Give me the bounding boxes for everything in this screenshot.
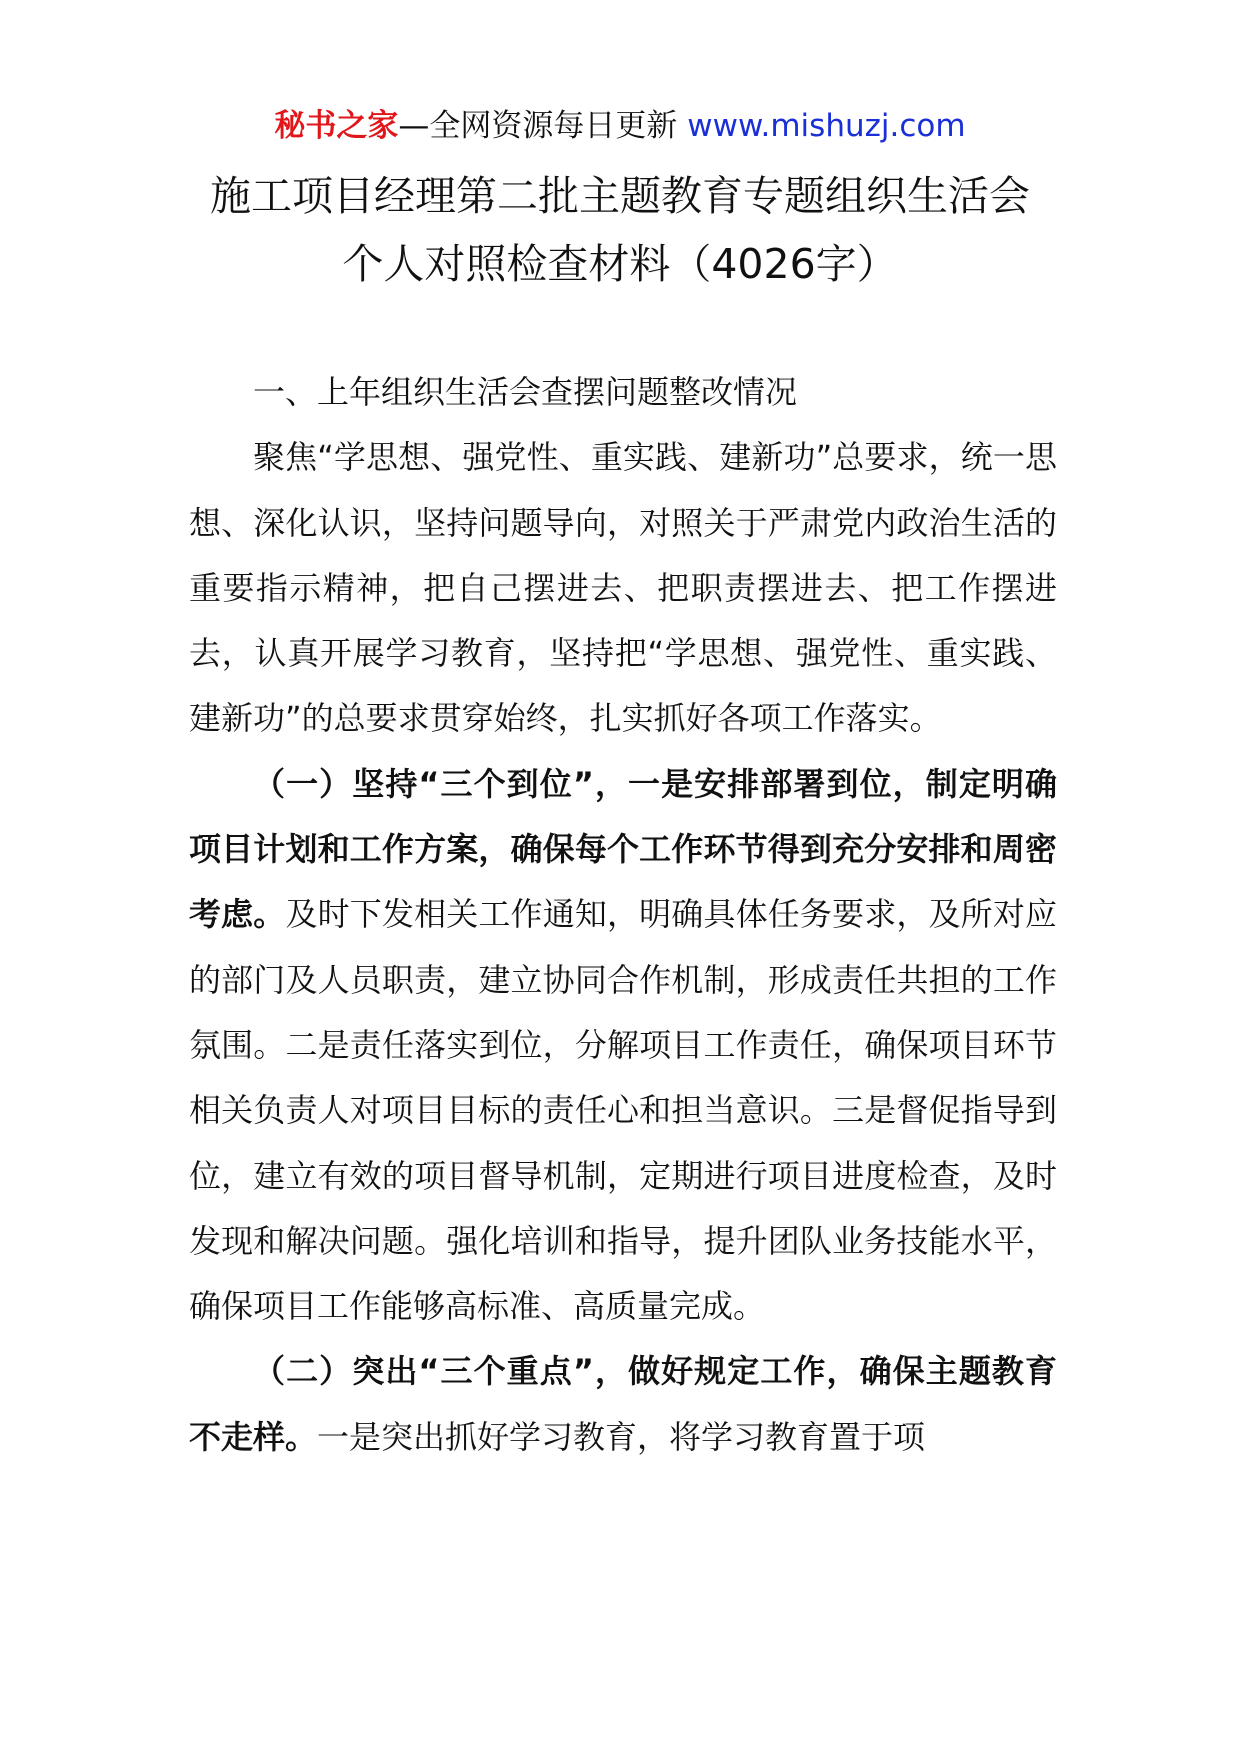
document-title-line-2: 个人对照检查材料（4026字） <box>342 240 898 288</box>
site-tagline: —全网资源每日更新 <box>398 108 678 144</box>
paragraph: 聚焦“学思想、强党性、重实践、建新功”总要求，统一思想、深化认识，坚持问题导向，对照关于严肃党内政治生活的重要指示精神，把自己摆进去、把职责摆进去、把工作摆进去，认真开展学习教育，坚持把“学思想、强党性、重实践、建新功”的总要求贯穿始终，扎实抓好各项工作落实。 <box>189 438 1057 738</box>
document-body <box>189 360 1057 1470</box>
item-2-text: 一是突出抓好学习教育，将学习教育置于项 <box>317 1417 926 1456</box>
item-1-bold-lead: （一）坚持“三个到位”，一是安排部署到位，制定明确项目计划和工作方案，确保每个工作环节得到充分安排和周密考虑。 <box>189 764 1057 934</box>
item-2-bold-lead: （二）突出“三个重点”，做好规定工作，确保主题教育不走样。 <box>189 1352 1057 1456</box>
paragraph-item-2 <box>189 1339 1057 1470</box>
site-banner <box>0 104 1240 148</box>
section-heading: 一、上年组织生活会查摆问题整改情况 <box>253 373 798 411</box>
site-brand: 秘书之家 <box>274 108 399 144</box>
site-url[interactable]: www.mishuzj.com <box>687 108 966 144</box>
document-title-line-1: 施工项目经理第二批主题教育专题组织生活会 <box>210 172 1030 220</box>
paragraph-item-1 <box>189 752 1057 1340</box>
item-1-text: 及时下发相关工作通知，明确具体任务要求，及所对应的部门及人员职责，建立协同合作机制，形成责任共担的工作氛围。二是责任落实到位，分解项目工作责任，确保项目环节相关负责人对项目目标的责任心和担当意识。三是督促指导到位，建立有效的项目督导机制，定期进行项目进度检查，及时发现和解决问题。强化培训和指导，提升团队业务技能水平，确保项目工作能够高标准、高质量完成。 <box>189 895 1057 1326</box>
